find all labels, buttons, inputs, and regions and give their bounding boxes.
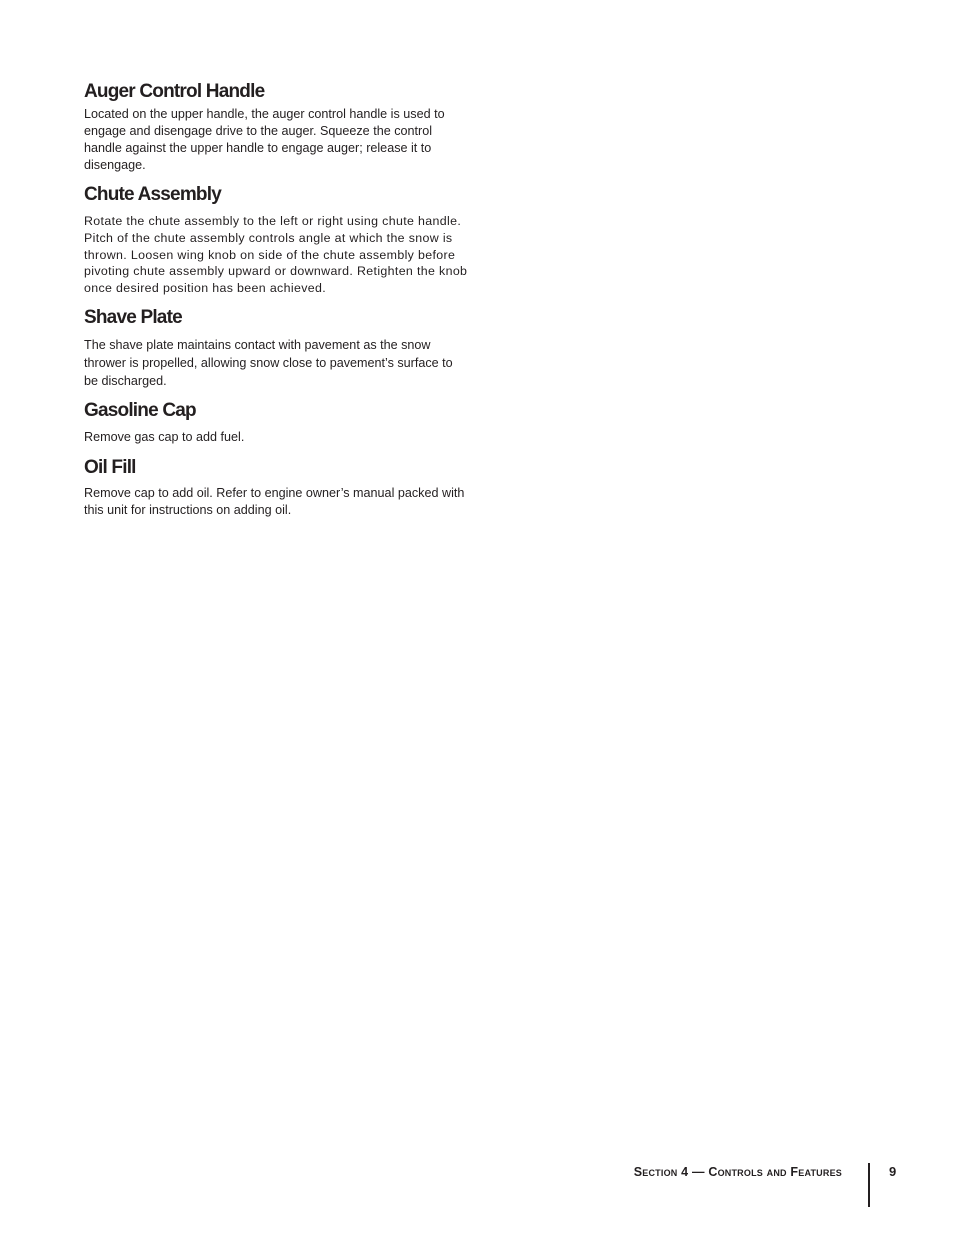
section-heading: Oil Fill	[84, 456, 136, 478]
section-body: Remove gas cap to add fuel.	[84, 429, 245, 444]
section-body: The shave plate maintains contact with pavement as the snow thrower is propelled, allowing snow close to pavement’s surface to be discharged.	[84, 337, 453, 388]
page-footer	[0, 1163, 954, 1207]
section-oil-fill	[84, 456, 468, 519]
footer-divider	[868, 1163, 870, 1207]
section-heading: Chute Assembly	[84, 184, 221, 205]
section-body: Located on the upper handle, the auger control handle is used to engage and disengage drive to the auger. Squeeze the control handle against the upper handle to engage auger; release it to disengage.	[84, 107, 445, 172]
page-number: 9	[889, 1164, 897, 1179]
page-content	[84, 80, 468, 519]
section-heading: Gasoline Cap	[84, 399, 196, 421]
section-shave-plate	[84, 306, 468, 390]
section-gasoline-cap	[84, 399, 468, 446]
footer-section-label: Section 4 — Controls and Features	[633, 1165, 842, 1179]
section-auger-control-handle	[84, 80, 468, 174]
section-heading: Auger Control Handle	[84, 81, 265, 102]
section-chute-assembly	[84, 183, 468, 297]
section-heading: Shave Plate	[84, 306, 182, 328]
section-body: Remove cap to add oil. Refer to engine owner’s manual packed with this unit for instructions on adding oil.	[84, 485, 465, 517]
section-body: Rotate the chute assembly to the left or right using chute handle. Pitch of the chute assembly controls angle at which the snow is thrown. Loosen wing knob on side of the chute assembly before pivoting chute assembly upward or downward. Retighten the knob once desired position has been achieved.	[84, 214, 468, 296]
